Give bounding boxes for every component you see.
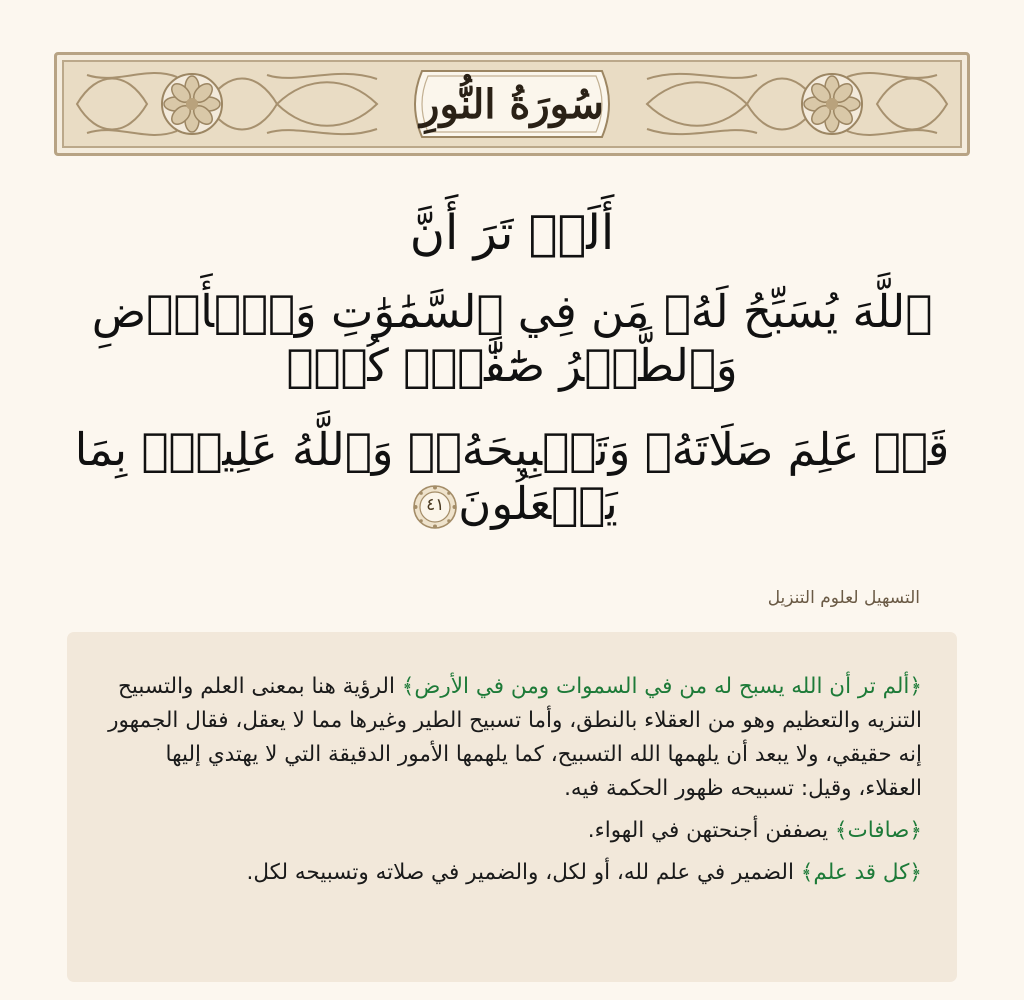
explanation-text: يصففن أجنحتهن في الهواء. — [587, 818, 835, 843]
verse-line-3 — [40, 423, 984, 531]
ayah-number-marker — [412, 484, 458, 530]
verse-line-1: أَلَمۡ تَرَ أَنَّ — [409, 205, 615, 261]
surah-title: سُورَةُ النُّورِ — [420, 80, 604, 128]
tafsir-paragraph — [102, 670, 922, 806]
surah-title-cartouche — [402, 65, 622, 143]
tafsir-paragraph — [102, 814, 922, 848]
left-rosette-icon — [162, 74, 222, 134]
verse-line-2: ٱللَّهَ يُسَبِّحُ لَهُۥ مَن فِي ٱلسَّمَٰوَٰتِ وَٱلۡأَرۡضِ وَٱلطَّيۡرُ صَٰٓفَّٰتٖۖ كُلّٞ — [91, 284, 933, 392]
ayah-number: ٤١ — [426, 495, 445, 516]
explanation-text: الرؤية هنا بمعنى العلم والتسبيح التنزيه والتعظيم وهو من العقلاء بالنطق، وأما تسبيح الطير وغيرها مما لا يعقل، فقال الجمهور إنه حقيقي، ولا يبعد أن يلهمها الله التسبيح، كما يلهمها الأمور الدقيقة التي لا يهتدي إليها العقلاء، وقيل: تسبيحه ظهور الحكمة فيه. — [108, 674, 922, 801]
tafsir-source-label[interactable]: التسهيل لعلوم التنزيل — [767, 588, 920, 608]
verse-line-3-text: قَدۡ عَلِمَ صَلَاتَهُۥ وَتَسۡبِيحَهُۥۗ وَٱللَّهُ عَلِيمُۢ بِمَا يَفۡعَلُونَ — [74, 422, 950, 530]
quoted-phrase: ﴿ألم تر أن الله يسبح له من في السموات ومن في الأرض﴾ — [401, 674, 922, 699]
tafsir-paragraph — [102, 856, 922, 890]
right-rosette-icon — [802, 74, 862, 134]
quoted-phrase: ﴿صافات﴾ — [834, 818, 922, 843]
surah-header-banner — [54, 52, 970, 156]
tafsir-box — [67, 632, 957, 982]
quoted-phrase: ﴿كل قد علم﴾ — [800, 860, 922, 885]
verse-block — [40, 205, 984, 531]
explanation-text: الضمير في علم لله، أو لكل، والضمير في صلاته وتسبيحه لكل. — [246, 860, 801, 885]
